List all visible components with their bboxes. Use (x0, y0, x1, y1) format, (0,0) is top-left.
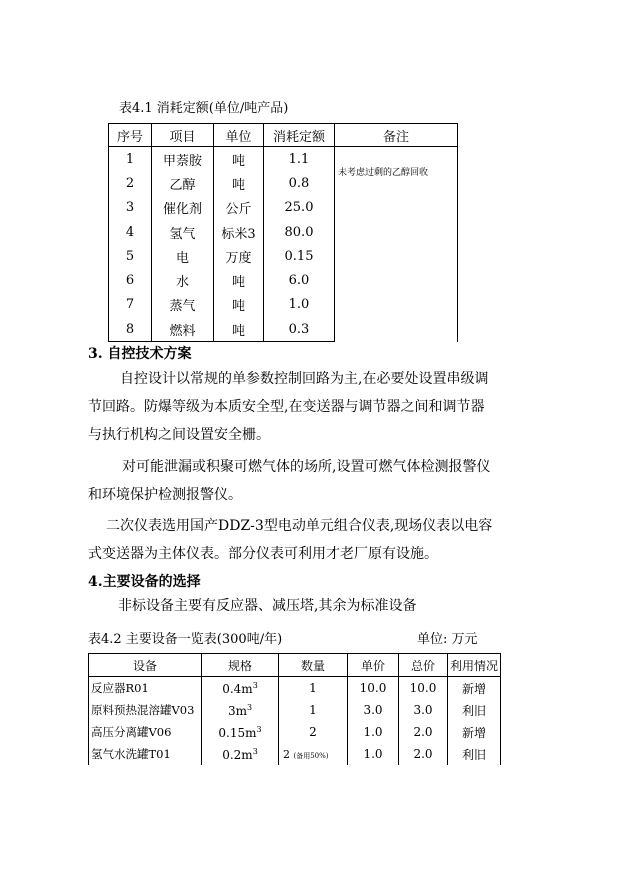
table2-unit-label: 单位: 万元 (417, 632, 478, 647)
cell-no: 5 (109, 244, 152, 268)
paragraph-line: 式变送器为主体仪表。部分仪表可利用才老厂原有设施。 (88, 546, 438, 562)
cell-status: 利旧 (448, 699, 501, 721)
header-equipment: 设备 (89, 654, 202, 677)
equipment-table (88, 653, 501, 765)
cell-spec: $0.2m^3$ (202, 743, 279, 765)
cell-price: 1.0 (348, 743, 399, 765)
header-quota: 消耗定额 (264, 124, 335, 147)
cell-no: 4 (109, 220, 152, 244)
cell-no: 2 (109, 171, 152, 195)
table-header-row (89, 654, 501, 677)
cell-quota: 6.0 (264, 268, 335, 292)
paragraph-line: 自控设计以常规的单参数控制回路为主,在必要处设置串级调 (120, 371, 489, 387)
header-total: 总价 (399, 654, 448, 677)
cell-unit: 吨 (214, 317, 264, 342)
cell-item: 氢气 (152, 220, 214, 244)
cell-qty: 2 (备用50%) (279, 743, 348, 765)
cell-total: 2.0 (399, 743, 448, 765)
cell-status: 利旧 (448, 743, 501, 765)
cell-quota: 25.0 (264, 196, 335, 220)
header-price: 单价 (348, 654, 399, 677)
cell-unit: 吨 (214, 268, 264, 292)
paragraph-line: 非标设备主要有反应器、减压塔,其余为标准设备 (118, 598, 417, 614)
cell-item: 催化剂 (152, 196, 214, 220)
cell-quota: 1.0 (264, 293, 335, 317)
header-qty: 数量 (279, 654, 348, 677)
cell-no: 1 (109, 147, 152, 172)
cell-equipment: 原料预热混溶罐V03 (89, 699, 202, 721)
table-row (89, 743, 501, 765)
section4-heading: 4.主要设备的选择 (88, 574, 201, 590)
cell-price: 3.0 (348, 699, 399, 721)
cell-unit: 吨 (214, 171, 264, 195)
cell-price: 10.0 (348, 677, 399, 700)
cell-note: 未考虑过剩的乙醇回收 (335, 147, 458, 342)
cell-quota: 1.1 (264, 147, 335, 172)
cell-no: 3 (109, 196, 152, 220)
table-row (109, 147, 458, 172)
cell-qty: 2 (279, 721, 348, 743)
section3-heading: 3. 自控技术方案 (88, 346, 192, 362)
cell-unit: 吨 (214, 293, 264, 317)
cell-no: 7 (109, 293, 152, 317)
cell-status: 新增 (448, 677, 501, 700)
cell-item: 电 (152, 244, 214, 268)
cell-item: 燃料 (152, 317, 214, 342)
table-header-row (109, 124, 458, 147)
cell-total: 10.0 (399, 677, 448, 700)
header-status: 利用情况 (448, 654, 501, 677)
header-note: 备注 (335, 124, 458, 147)
header-unit: 单位 (214, 124, 264, 147)
paragraph-line: 对可能泄漏或积聚可燃气体的场所,设置可燃气体检测报警仪 (122, 459, 491, 475)
cell-qty: 1 (279, 677, 348, 700)
paragraph-line: 二次仪表选用国产DDZ-3型电动单元组合仪表,现场仪表以电容 (106, 518, 493, 534)
paragraph-line: 和环境保护检测报警仪。 (88, 487, 242, 503)
table1-caption: 表4.1 消耗定额(单位/吨产品) (119, 101, 289, 116)
cell-quota: 0.3 (264, 317, 335, 342)
cell-unit: 吨 (214, 147, 264, 172)
cell-spec: $0.4m^3$ (202, 677, 279, 700)
consumption-table (108, 123, 458, 342)
cell-unit: 公斤 (214, 196, 264, 220)
cell-equipment: 高压分离罐V06 (89, 721, 202, 743)
cell-spec: $0.15m^3$ (202, 721, 279, 743)
header-no: 序号 (109, 124, 152, 147)
cell-total: 2.0 (399, 721, 448, 743)
cell-spec: $3m^3$ (202, 699, 279, 721)
cell-item: 水 (152, 268, 214, 292)
cell-total: 3.0 (399, 699, 448, 721)
cell-quota: 80.0 (264, 220, 335, 244)
cell-item: 蒸气 (152, 293, 214, 317)
cell-price: 1.0 (348, 721, 399, 743)
cell-qty: 1 (279, 699, 348, 721)
table2-caption: 表4.2 主要设备一览表(300吨/年) (88, 632, 283, 647)
cell-no: 6 (109, 268, 152, 292)
paragraph-line: 节回路。防爆等级为本质安全型,在变送器与调节器之间和调节器 (88, 399, 485, 415)
cell-quota: 0.8 (264, 171, 335, 195)
header-spec: 规格 (202, 654, 279, 677)
paragraph-line: 与执行机构之间设置安全栅。 (88, 427, 270, 443)
cell-item: 乙醇 (152, 171, 214, 195)
cell-unit: 标米3 (214, 220, 264, 244)
header-item: 项目 (152, 124, 214, 147)
qty-note: (备用50%) (293, 751, 329, 760)
cell-equipment: 反应器R01 (89, 677, 202, 700)
cell-unit: 万度 (214, 244, 264, 268)
cell-equipment: 氢气水洗罐T01 (89, 743, 202, 765)
cell-item: 甲萘胺 (152, 147, 214, 172)
cell-status: 新增 (448, 721, 501, 743)
table-row (89, 699, 501, 721)
table-row (89, 677, 501, 700)
cell-no: 8 (109, 317, 152, 342)
table-row (89, 721, 501, 743)
cell-quota: 0.15 (264, 244, 335, 268)
